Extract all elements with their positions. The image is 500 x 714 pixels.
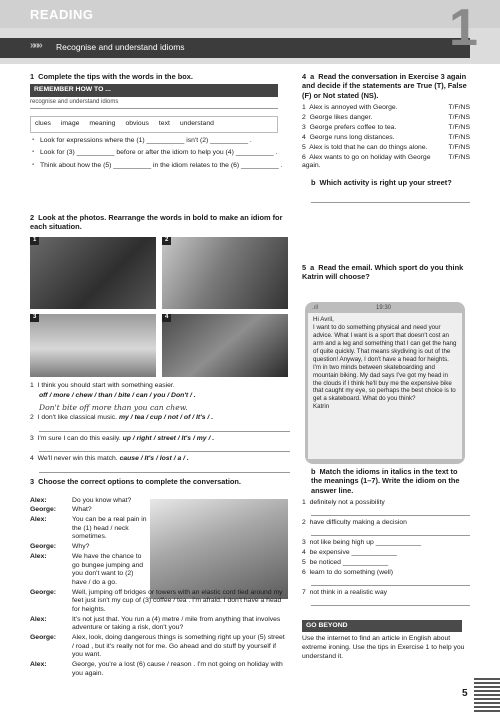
corner-stripes	[474, 678, 500, 714]
meaning-item: 4 be expensive ____________	[302, 548, 397, 556]
ex5-number: 5	[302, 263, 307, 272]
ex5b-letter: b	[311, 467, 316, 476]
conv-line: Alex: We have the chance to go bungee jumping and you don't want to (2) have / do a go.	[30, 553, 144, 586]
exercise-5-instruction	[302, 263, 470, 282]
email-body: I want to do something physical and need your advice. What I want is a sport that doesn't cost an arm and a leg and something that I can get the hang of quite quickly. That means skydiving is out of the question! Anyway, I don't have a head for heights. I'm in two minds between skateboarding and mountain biking. My dad says I've got my head in the clouds if I think he'll buy me the expensive bike that caught my eye, so perhaps the best choice is to get a skateboard. What do you think?	[313, 323, 457, 403]
bold-words: off / more / chew / than / bite / can / you / Don't / .	[39, 392, 196, 400]
ex2-sentences	[30, 380, 290, 476]
meanings-list	[302, 499, 470, 606]
tip[interactable]: ▪ Think about how the (5) __________ in the idiom relates to the (6) __________ .	[30, 162, 290, 170]
exercise-3-instruction	[30, 477, 290, 486]
answer-line[interactable]	[39, 466, 290, 473]
word-box	[30, 116, 278, 132]
conv-line: Alex: Do you know what?	[30, 496, 132, 504]
ex4-instruction: Read the conversation in Exercise 3 again and decide if the statements are True (T), False (F) or Not stated (NS).	[302, 72, 467, 100]
page-header	[0, 0, 500, 64]
page-number: 5	[462, 688, 468, 699]
exercise-2-instruction	[30, 213, 290, 232]
photo-tag: 2	[162, 237, 171, 245]
meaning-item: 5 be noticed ____________	[302, 558, 389, 566]
photo-grid	[30, 237, 288, 377]
word: text	[158, 120, 170, 128]
conv-line: Alex: You can be a real pain in the (1) head / neck sometimes.	[30, 516, 147, 541]
photo-tag: 3	[30, 314, 39, 322]
answer-line[interactable]	[311, 599, 470, 606]
ex4b-instruction: Which activity is right up your street?	[319, 177, 452, 187]
word: meaning	[89, 120, 116, 128]
photo-sad-fans	[162, 314, 288, 377]
photo-orchestra	[162, 237, 288, 309]
conv-line: Alex: George, you're a lost (6) cause / reason . I'm not going on holiday with you again.	[30, 661, 283, 677]
ex2-item: 4 We'll never win this match. cause / It's / lost / a / .	[30, 455, 189, 463]
tf-item[interactable]: 5 Alex is told that he can do things alone. T/F/NS	[302, 143, 470, 151]
conv-line: George: Alex, look, doing dangerous things is something right up your (5) street / road , but it's really not for me. Go ahead and do stuff by yourself if you want.	[30, 634, 285, 659]
go-beyond-text: Use the internet to find an article in English about extreme ironing. Use the tips in Exercise 1 to help you understand it.	[302, 635, 465, 661]
email-signature: Katrin	[313, 403, 330, 411]
tips-list	[30, 137, 290, 170]
section-subtitle: Recognise and understand idioms	[56, 42, 185, 52]
ex5-instruction: Read the email. Which sport do you think Katrin will choose?	[302, 263, 464, 282]
ex1-instruction: Complete the tips with the words in the box.	[38, 72, 193, 81]
ex4-letter: a	[310, 72, 315, 81]
phone-time: 19:30	[376, 305, 392, 311]
answer-line[interactable]	[311, 579, 470, 586]
tf-list	[302, 104, 470, 171]
word: understand	[179, 120, 214, 128]
ex5-letter: a	[310, 263, 315, 272]
unit-number: 1	[449, 0, 478, 57]
photo-skateboarder	[30, 314, 156, 377]
answer-line[interactable]	[311, 529, 470, 536]
section-title: READING	[30, 7, 94, 22]
meaning-item: 1 definitely not a possibility	[302, 498, 385, 506]
tf-item[interactable]: 2 George likes danger. T/F/NS	[302, 113, 470, 121]
word: obvious	[125, 120, 149, 128]
ex4b-letter: b	[311, 177, 316, 187]
photo-tag: 1	[30, 237, 39, 245]
meaning-item: 7 not think in a realistic way	[302, 588, 388, 596]
conv-line: George: Well, jumping off bridges or towers with an elastic cord tied around my feet just isn't my cup of (3) coffee / tea . I'm afraid. I don't have a head for heights.	[30, 588, 283, 613]
word: image	[60, 120, 80, 128]
ex1-number: 1	[30, 72, 35, 81]
go-beyond-title: GO BEYOND	[302, 620, 462, 632]
email-screen	[308, 313, 462, 459]
remember-box-subtitle: recognise and understand idioms	[30, 99, 278, 110]
ex3-number: 3	[30, 477, 35, 486]
exercise-1	[30, 72, 290, 170]
exercise-5b	[302, 467, 470, 609]
email-greeting: Hi Avril,	[313, 316, 334, 323]
ex2-item: 1 I think you should start with something easier.	[30, 382, 175, 389]
ex2-number: 2	[30, 213, 35, 222]
remember-box-title: REMEMBER HOW TO ...	[30, 84, 278, 96]
photo-tag: 4	[162, 314, 171, 322]
ex4-number: 4	[302, 72, 307, 81]
tf-item[interactable]: 3 George prefers coffee to tea. T/F/NS	[302, 123, 470, 131]
tip[interactable]: ▪ Look for (3) __________ before or after the idiom to help you (4) __________ .	[30, 149, 290, 157]
handwritten-answer: Don't bite off more than you can chew.	[39, 402, 188, 412]
exercise-4	[302, 72, 470, 206]
answer-line[interactable]	[311, 196, 470, 203]
ex2-item: 2 I don't like classical music. my / tea / cup / not / of / It's / .	[30, 414, 214, 422]
answer-line[interactable]	[39, 445, 290, 452]
conversation	[30, 495, 288, 678]
signal-icon: .ıll	[312, 305, 318, 311]
conv-line: Alex: It's not just that. You run a (4) metre / mile from anything that involves adventure or taking a risk, don't you?	[30, 615, 281, 632]
meaning-item: 6 learn to do something (well)	[302, 568, 394, 576]
conv-line: George: What?	[30, 506, 92, 514]
tf-item[interactable]: 4 George runs long distances. T/F/NS	[302, 133, 470, 141]
conv-line: George: Why?	[30, 543, 90, 551]
word: clues	[35, 120, 51, 128]
answer-line[interactable]	[311, 509, 470, 516]
photo-stressed-boy	[30, 237, 156, 309]
ex2-item: 3 I'm sure I can do this easily. up / right / street / It's / my / .	[30, 434, 215, 442]
tf-item[interactable]: 6 Alex wants to go on holiday with George again. T/F/NS	[302, 153, 470, 170]
ex3-instruction: Choose the correct options to complete the conversation.	[38, 477, 241, 486]
meaning-item: 3 not like being high up ____________	[302, 538, 422, 546]
tip[interactable]: ▪ Look for expressions where the (1) __________ isn't (2) __________ .	[30, 137, 290, 145]
meaning-item: 2 have difficulty making a decision	[302, 518, 407, 526]
answer-line[interactable]	[39, 425, 290, 432]
go-beyond-box	[302, 620, 470, 662]
tf-item[interactable]: 1 Alex is annoyed with George. T/F/NS	[302, 103, 470, 111]
ex5b-instruction: Match the idioms in italics in the text to the meanings (1–7). Write the idiom on the answer line.	[311, 467, 460, 495]
arrows-icon: »»»	[30, 40, 41, 51]
ex2-instruction: Look at the photos. Rearrange the words in bold to make an idiom for each situation.	[30, 213, 283, 232]
